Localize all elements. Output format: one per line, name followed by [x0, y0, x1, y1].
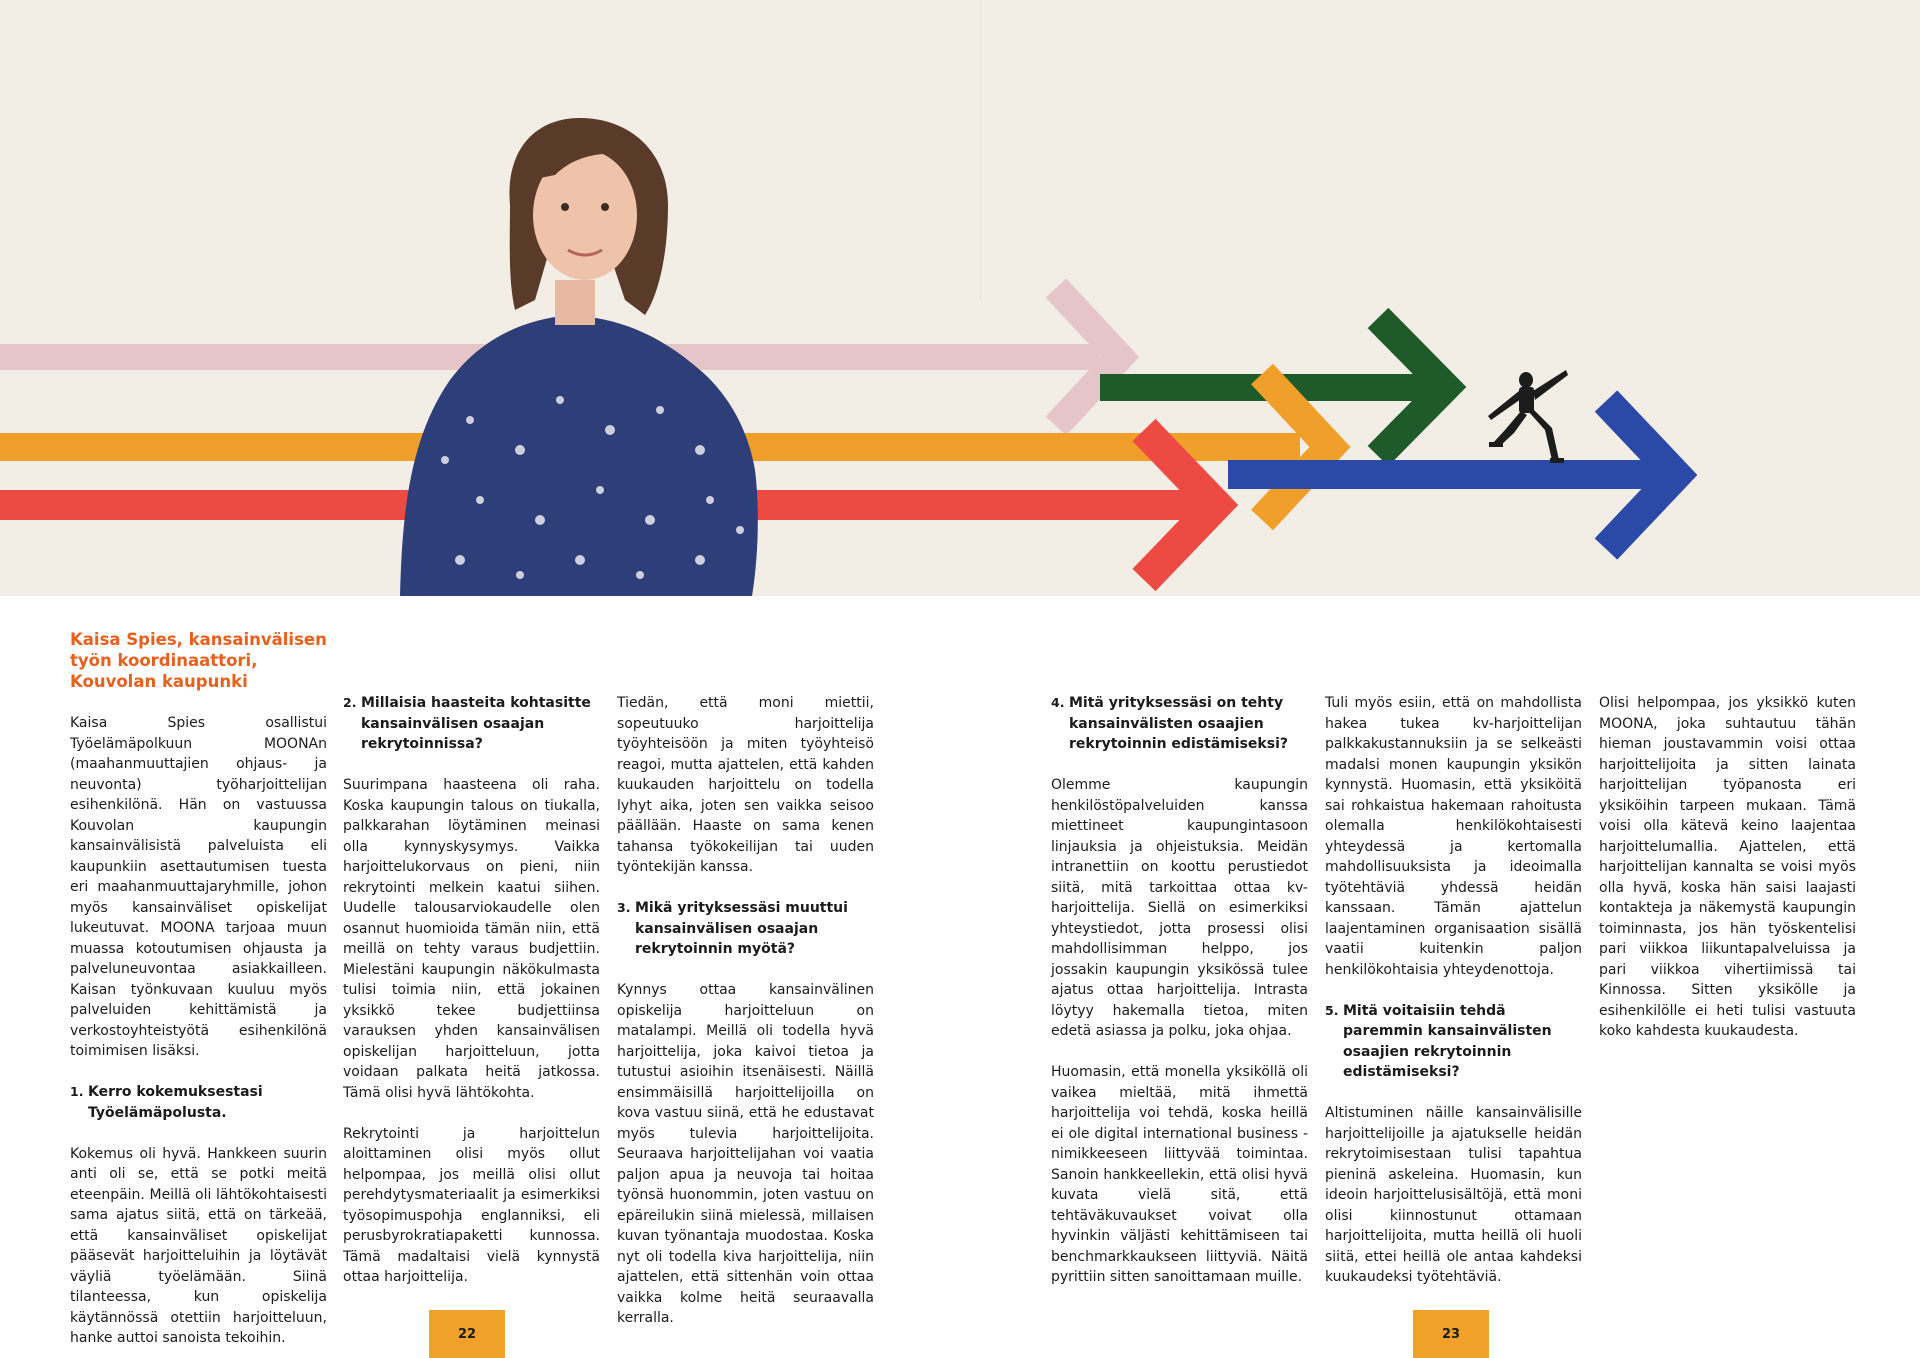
businessman-balancing-figure: [1488, 370, 1568, 463]
hero-illustration: [0, 0, 1920, 596]
arrows-graphic: [0, 0, 1920, 596]
question-4-title: Mitä yrityksessäsi on tehty kansainvälisten osaajien rekrytoinnin edistämiseksi?: [1069, 695, 1288, 752]
question-2-number: 2.: [343, 695, 357, 710]
page-number-left-label: 22: [457, 1326, 477, 1342]
question-1-title: Kerro kokemuksestasi Työelämäpolusta.: [88, 1084, 263, 1121]
intro-body: Kaisa Spies osallistui Työelämäpolkuun MOONAn (maahanmuuttajien ohjaus- ja neuvonta) työharjoittelijan esihenkilönä. Hän on vastuussa Kouvolan kaupungin kansainvälisistä palveluista eli kaupunkiin asettautumisen tuesta eri maahanmuuttajaryhmille, johon myös kansainväliset opiskelijat lukeutuvat. MOONA tarjoaa muun muassa kotoutumisen ohjausta ja palveluneuvontaa asiakkailleen. Kaisan työnkuvaan kuuluu myös palveluiden kehittämistä ja verkostoyhteistyötä esihenkilönä toimimisen lisäksi.: [70, 715, 327, 1059]
column-4: [1051, 693, 1308, 1288]
question-2-answer-2: Rekrytointi ja harjoittelun aloittaminen olisi myös ollut helpompaa, jos meillä olisi ollut perehdytysmateriaalit ja esimerkiksi työsopimuspohja englanniksi, eli perusbyrokratiapaketti kunnossa. Tämä madaltaisi vielä kynnystä ottaa harjoittelija.: [343, 1125, 600, 1285]
page-number-right-label: 23: [1441, 1326, 1461, 1342]
question-5-answer: Altistuminen näille kansainvälisille harjoittelijoille ja ajatukselle heidän rekrytoimisestaan tulisi tapahtua pieninä askeleina. Huomasin, kun ideoin harjoittelusisältöjä, että moni olisi kiinnostunut ottamaan harjoittelijoita, mutta heillä oli huoli siitä, ettei heillä ole antaa kahdeksi kuukaudeksi työtehtäviä.: [1325, 1105, 1582, 1285]
question-2: [343, 693, 600, 755]
question-1-answer: Kokemus oli hyvä. Hankkeen suurin anti oli se, että se potki meitä eteenpäin. Meillä oli lähtökohtaisesti sama ajatus siitä, että on tärkeää, että kansainväliset opiskelijat pääsevät harjoitteluihin ja löytävät väyliä työelämään. Siinä tilanteessa, kun opiskelija käytännössä otettiin harjoitteluun, hanke auttoi sanoista tekoihin.: [70, 1145, 327, 1346]
question-3-number: 3.: [617, 900, 631, 915]
question-3: [617, 898, 874, 960]
column-5: [1325, 693, 1582, 1288]
question-4-answer-2: Huomasin, että monella yksiköllä oli vaikea mieltää, mitä ihmettä harjoittelija voi tehdä, koska heillä ei ole digital international business -nimikkeeseen liittyvää toimintaa. Sanoin hankkeellekin, että olisi hyvä kuvata vielä sitä, että tehtäväkuvaukset voivat olla hyvinkin väljästi kehittämiseen tai benchmarkkaukseen liittyviä. Näitä pyrittiin sitten sanoittamaan muille.: [1051, 1064, 1308, 1285]
page-number-right: [1413, 1310, 1489, 1358]
column-2: [343, 693, 600, 1288]
question-4: [1051, 693, 1308, 755]
column-3: [617, 693, 874, 1329]
column-3-paragraph: Tiedän, että moni miettii, sopeutuuko harjoittelija työyhteisöön ja miten työyhteisö reagoi, mutta ajattelen, että kahden kuukauden harjoittelu on todella lyhyt aika, joten sen vaikka seisoo päällään. Haaste on sama kenen tahansa työkokeilijan tai uuden työntekijän kanssa.: [617, 695, 874, 875]
question-2-title: Millaisia haasteita kohtasitte kansainvälisen osaajan rekrytoinnissa?: [361, 695, 591, 752]
question-2-answer-1: Suurimpana haasteena oli raha. Koska kaupungin talous on tiukalla, palkkarahan löytäminen meinasi olla kynnyskysymys. Vaikka harjoittelukorvaus on pieni, niin rekrytointi melkein kaatui siihen. Uudelle talousarviokaudelle olen osannut huomioida tämän niin, että meillä on tehty varaus budjettiin. Mielestäni kaupungin näkökulmasta tulisi toimia niin, että jokainen yksikkö tekee budjettiinsa varauksen yhden kansainvälisen opiskelijan harjoitteluun, jotta voidaan palkata heitä jatkossa. Tämä olisi hyvä lähtökohta.: [343, 777, 600, 1101]
column-6-paragraph: Olisi helpompaa, jos yksikkö kuten MOONA, joka suhtautuu tähän hieman joustavammin voisi ottaa harjoittelijoita ja sitten lainata harjoittelijan työpanosta eri yksiköihin tarpeen mukaan. Tämä voisi olla kätevä keino laajentaa harjoittelumallia. Ajattelen, että harjoittelijan kannalta se voisi myös olla hyvä, koska hän saisi laajasti kontakteja ja näkemystä kaupungin toiminnasta, jos hän työskentelisi pari viikkoa liikuntapalveluissa ja pari viikkoa vihertiimissä tai Kinnossa. Sitten yksikölle ja esihenkilölle ei heti tulisi vastuuta koko kahdesta kuukaudesta.: [1599, 695, 1856, 1039]
question-1-number: 1.: [70, 1084, 84, 1099]
question-5-number: 5.: [1325, 1002, 1339, 1018]
blue-arrow-shaft: [1228, 460, 1663, 489]
question-1: [70, 1082, 327, 1123]
page-number-left: [429, 1310, 505, 1358]
question-4-number: 4.: [1051, 695, 1065, 710]
column-5-paragraph: Tuli myös esiin, että on mahdollista hakea tukea kv-harjoittelijan palkkakustannuksiin ja se selkeästi madalsi monen kaupungin yksikön kynnystä. Huomasin, että yksiköitä sai rohkaistua hakemaan rahoitusta olemalla henkilökohtaisesti yhteydessä ja kertomalla mahdollisuuksista ja ideoimalla työtehtäviä yhdessä heidän kanssaan. Tämän ajattelun laajentaminen organisaation sisällä vaatii kuitenkin paljon henkilökohtaisia yhteydenottoja.: [1325, 695, 1582, 978]
column-6: [1599, 693, 1856, 1042]
intro-heading: Kaisa Spies, kansainvälisen työn koordinaattori, Kouvolan kaupunki: [70, 630, 327, 691]
column-1: [70, 629, 327, 1349]
question-5: [1325, 1001, 1582, 1083]
portrait-neck: [555, 280, 595, 325]
question-5-title: Mitä voitaisiin tehdä paremmin kansainvälisten osaajien rekrytoinnin edistämiseksi?: [1343, 1002, 1552, 1080]
question-3-title: Mikä yrityksessäsi muuttui kansainvälisen osaajan rekrytoinnin myötä?: [635, 900, 848, 957]
question-3-answer: Kynnys ottaa kansainvälinen opiskelija harjoitteluun on matalampi. Meillä oli todella hyvä harjoittelija, joka kaivoi tietoa ja tutustui asioihin itsenäisesti. Näillä ensimmäisillä harjoittelijoilla on kova vastuu siinä, että he edustavat myös tulevia harjoittelijoita. Seuraava harjoittelijahan voi vaatia paljon apua ja neuvoja tai hoitaa työnsä huonommin, joten vastuu on epäreilukin siinä mielessä, millaisen kuvan työnantaja muodostaa. Koska nyt oli todella kiva harjoittelija, niin ajattelen, että sittenhän voin ottaa vaikka kolme heitä seuraavalla kerralla.: [617, 982, 874, 1326]
question-4-answer-1: Olemme kaupungin henkilöstöpalveluiden kanssa miettineet kaupungintasoon linjauksia ja ohjeistuksia. Meidän intranettiin on koottu perustiedot siitä, mitä tarkoittaa ottaa kv-harjoittelija. Siellä on esimerkiksi yhteystiedot, jotta prosessi olisi mahdollisimman helppo, jos jossakin kaupungin yksikössä tulee ajatus ottaa harjoittelija. Intrasta löytyy hakemalla tietoa, miten edetä asiassa ja polku, joka ohjaa.: [1051, 777, 1308, 1039]
